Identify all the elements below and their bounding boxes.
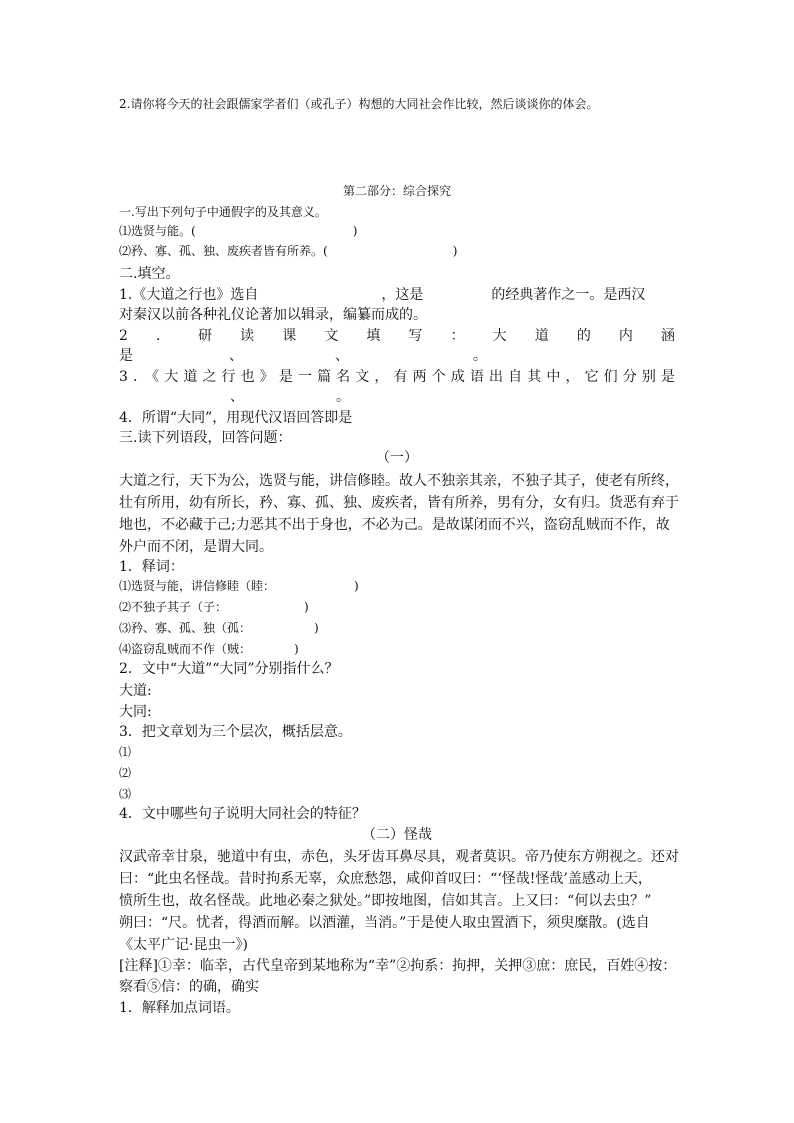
passage1-line: 外户而不闭，是谓大同。 — [119, 539, 273, 555]
close-paren: ) — [352, 224, 358, 238]
part2-title: 第二部分：综合探究 — [342, 184, 451, 198]
passage2-title: （二）怪哉 — [362, 827, 432, 843]
section1-item1 — [119, 222, 357, 240]
q1-item — [119, 640, 299, 658]
passage2-line: 汉武帝幸甘泉，驰道中有虫，赤色，头牙齿耳鼻尽具，观者莫识。帝乃使东方朔视之。还对 — [119, 849, 679, 865]
passage2-line: 曰：“此虫名怪哉。昔时拘系无辜，众庶愁怨，咸仰首叹曰：“‘怪哉!怪哉’盖感动上天， — [119, 871, 652, 887]
period: 。 — [473, 348, 487, 364]
passage1-line: 大道之行，天下为公，选贤与能，讲信修睦。故人不独亲其亲，不独子其子，使老有所终， — [119, 473, 679, 489]
fill-q1-part-b: ，这是 — [381, 287, 424, 303]
section1-item2-text: ⑵矜、寡、孤、独、废疾者皆有所养。( — [119, 244, 328, 258]
q1-item-text: ⑶矜、寡、孤、独（孤： — [119, 621, 252, 635]
passage1-title: （一） — [376, 450, 418, 466]
passage1-line: 地也，不必藏于己;力恶其不出于身也，不必为己。是故谋闭而不兴，盗窃乱贼而不作，故 — [119, 517, 670, 533]
section1-item1-text: ⑴选贤与能。( — [119, 224, 196, 238]
fill-q1-line1 — [119, 285, 645, 305]
separator: 、 — [230, 389, 244, 405]
period: 。 — [336, 389, 350, 405]
close-paren: ) — [452, 244, 458, 258]
fill-q2-line1: 2．研读课文填写：大道的内涵 — [119, 328, 675, 344]
q1-item — [119, 598, 309, 616]
section1-item2 — [119, 242, 457, 260]
passage2-line: 朔曰：“尺。忧者，得酒而解。以酒灌，当消。”于是使人取虫置酒下，须臾糜散。(选自 — [119, 915, 650, 931]
q3-item: ⑵ — [119, 766, 132, 780]
fill-q3-line2 — [119, 387, 350, 407]
notes-line: [注释]①幸：临幸，古代皇帝到某地称为“幸”②拘系：拘押，关押③庶：庶民，百姓④按： — [119, 958, 677, 974]
section3-heading: 三.读下列语段，回答问题： — [119, 430, 292, 446]
passage1-line: 壮有所用，幼有所长，矜、寡、孤、独、废疾者，皆有所养，男有分，女有归。货恶有弃于 — [119, 495, 679, 511]
separator: 、 — [229, 348, 243, 364]
fill-q1-part-c: 的经典著作之一。是西汉 — [491, 287, 646, 303]
close-paren: ) — [304, 600, 309, 614]
fill-q1-line2: 对秦汉以前各种礼仪论著加以辑录，编纂而成的。 — [119, 307, 427, 323]
q3-item: ⑴ — [119, 745, 132, 759]
separator: 、 — [335, 348, 349, 364]
last-question: 1．解释加点词语。 — [119, 1000, 240, 1016]
q4-title: 4．文中哪些句子说明大同社会的特征？ — [119, 806, 366, 822]
fill-q2-label: 是 — [119, 348, 133, 364]
notes-line: 察看⑤信：的确，确实 — [119, 979, 259, 995]
fill-q4: 4．所谓“大同”，用现代汉语回答即是 — [119, 410, 353, 426]
q1-item — [119, 619, 319, 637]
q3-title: 3．把文章划为三个层次，概括层意。 — [119, 724, 352, 740]
q2-answer-dadao: 大道: — [119, 683, 152, 699]
section1-heading: 一.写出下列句子中通假字的及其意义。 — [119, 205, 327, 219]
fill-q2-line2 — [119, 346, 487, 366]
q1-item-text: ⑴选贤与能，讲信修睦（睦： — [119, 579, 276, 593]
passage2-line: 《太平广记·昆虫一》) — [119, 937, 248, 953]
q3-item: ⑶ — [119, 787, 132, 801]
close-paren: ) — [354, 579, 359, 593]
close-paren: ) — [294, 642, 299, 656]
q2-compare-question: 2.请你将今天的社会跟儒家学者们（或孔子）构想的大同社会作比较，然后谈谈你的体会。 — [119, 97, 599, 111]
q1-item — [119, 577, 359, 595]
fill-q1-part-a: 1.《大道之行也》选自 — [119, 287, 259, 303]
fill-q3-line1: 3．《大道之行也》是一篇名文，有两个成语出自其中，它们分别是 — [119, 369, 675, 385]
q2-answer-datong: 大同: — [119, 704, 152, 720]
passage2-line: 愤所生也，故名怪哉。此地必秦之狱处。”即按地图，信如其言。上又曰：“何以去虫？” — [119, 893, 652, 909]
q1-item-text: ⑵不独子其子（子： — [119, 600, 228, 614]
section2-heading: 二.填空。 — [119, 266, 180, 282]
q1-title: 1．释词： — [119, 559, 184, 575]
q1-item-text: ⑷盗窃乱贼而不作（贼： — [119, 642, 252, 656]
close-paren: ) — [314, 621, 319, 635]
q2-title: 2．文中“大道”“大同”分别指什么？ — [119, 661, 339, 677]
